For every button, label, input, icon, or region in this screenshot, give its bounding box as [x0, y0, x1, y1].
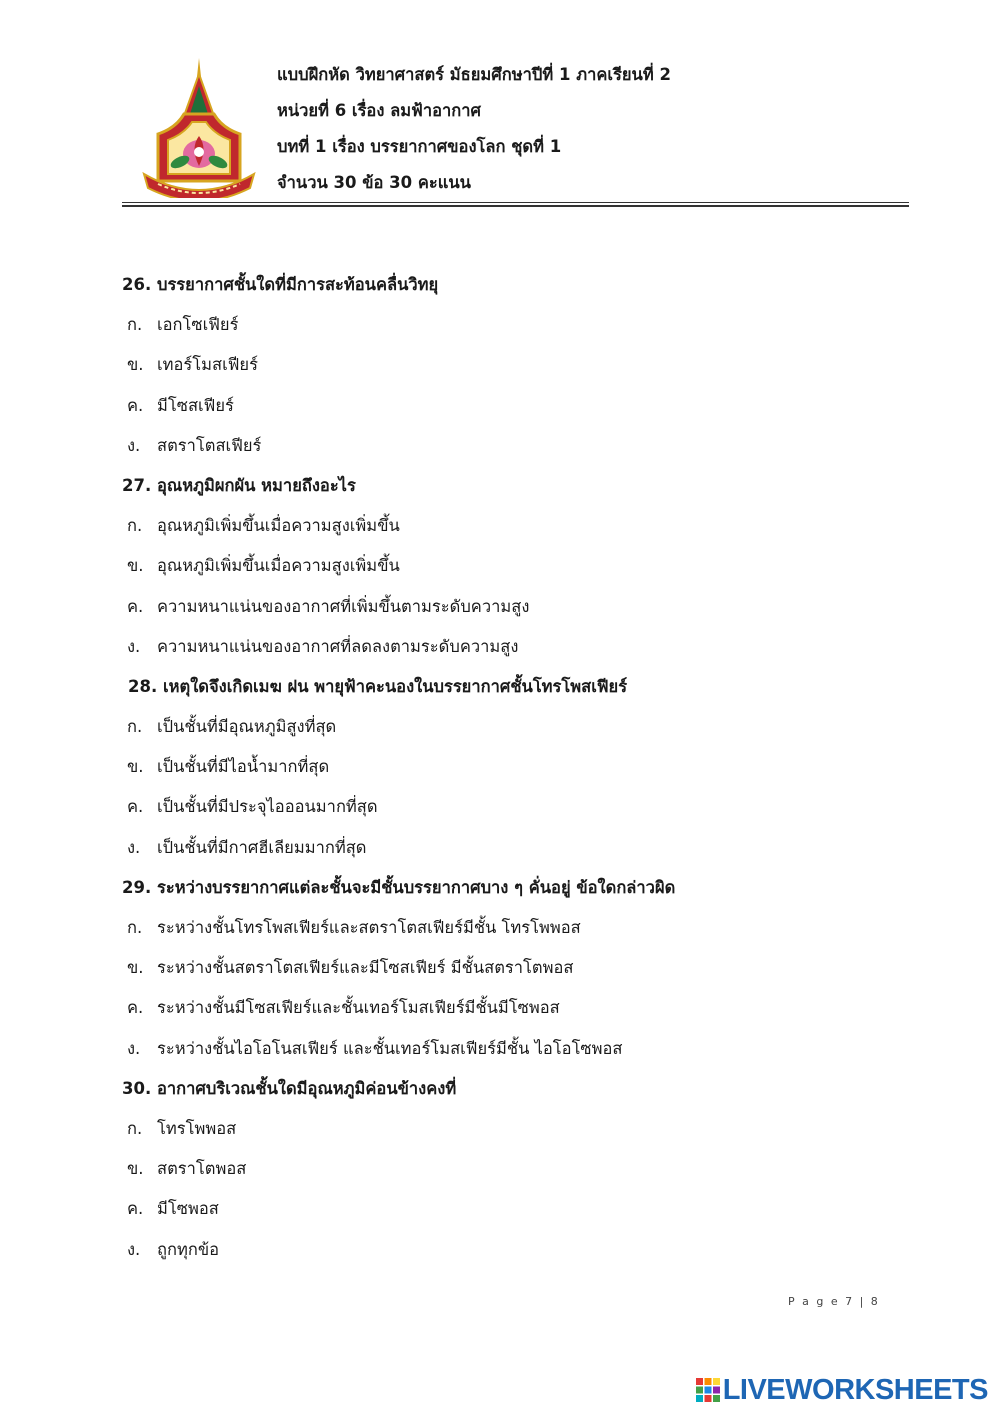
option-text: ความหนาแน่นของอากาศที่เพิ่มขึ้นตามระดับความสูง: [157, 596, 530, 616]
answer-option[interactable]: [122, 592, 912, 632]
liveworksheets-brand: [696, 1374, 988, 1406]
option-letter: ข.: [127, 556, 144, 576]
question-27: 27. อุณหภูมิผกผัน หมายถึงอะไร: [122, 475, 356, 495]
question-30: 30. อากาศบริเวณชั้นใดมีอุณหภูมิค่อนข้างคงที่: [122, 1078, 457, 1098]
answer-option[interactable]: [122, 1034, 912, 1074]
document-header: [277, 60, 671, 204]
answer-option[interactable]: [122, 792, 912, 832]
question-26: 26. บรรยากาศชั้นใดที่มีการสะท้อนคลื่นวิทยุ: [122, 275, 439, 294]
option-text: เทอร์โมสเฟียร์: [157, 355, 258, 375]
option-text: อุณหภูมิเพิ่มขึ้นเมื่อความสูงเพิ่มขึ้น: [157, 556, 400, 576]
option-letter: ค.: [127, 998, 144, 1018]
question-29: 29. ระหว่างบรรยากาศแต่ละชั้นจะมีชั้นบรรยากาศบาง ๆ คั่นอยู่ ข้อใดกล่าวผิด: [122, 877, 676, 897]
option-letter: ก.: [127, 516, 143, 536]
option-letter: ง.: [127, 837, 141, 857]
answer-option[interactable]: [122, 511, 912, 551]
answer-option[interactable]: [122, 993, 912, 1033]
option-text: ระหว่างชั้นสตราโตสเฟียร์และมีโซสเฟียร์ มีชั้นสตราโตพอส: [157, 958, 574, 978]
question-list: [122, 270, 912, 1275]
header-divider-thin: [122, 202, 909, 203]
option-text: ระหว่างชั้นโทรโพสเฟียร์และสตราโตสเฟียร์มีชั้น โทรโพพอส: [157, 918, 581, 937]
option-letter: ค.: [127, 1199, 144, 1219]
option-letter: ค.: [127, 797, 144, 817]
option-letter: ข.: [127, 757, 144, 777]
header-divider-thick: [122, 205, 909, 207]
option-text: โทรโพพอส: [157, 1118, 237, 1138]
header-title: แบบฝึกหัด วิทยาศาสตร์ มัธยมศึกษาปีที่ 1 ภาคเรียนที่ 2: [277, 65, 671, 84]
header-unit: หน่วยที่ 6 เรื่อง ลมฟ้าอากาศ: [277, 101, 481, 120]
answer-option[interactable]: [122, 1235, 912, 1275]
answer-option[interactable]: [122, 391, 912, 431]
liveworksheets-logo-icon: [696, 1378, 720, 1402]
option-text: ความหนาแน่นของอากาศที่ลดลงตามระดับความสูง: [157, 636, 519, 656]
answer-option[interactable]: [122, 833, 912, 873]
option-text: อุณหภูมิเพิ่มขึ้นเมื่อความสูงเพิ่มขึ้น: [157, 516, 400, 536]
answer-option[interactable]: [122, 632, 912, 672]
option-letter: ก.: [127, 918, 143, 937]
option-text: มีโซพอส: [157, 1199, 219, 1219]
liveworksheets-wordmark: LIVEWORKSHEETS: [722, 1373, 988, 1406]
option-letter: ข.: [127, 1159, 144, 1179]
option-text: เอกโซเฟียร์: [157, 315, 239, 335]
header-score: จำนวน 30 ข้อ 30 คะแนน: [277, 173, 471, 192]
answer-option[interactable]: [122, 1194, 912, 1234]
option-letter: ก.: [127, 1118, 143, 1138]
option-text: เป็นชั้นที่มีประจุไอออนมากที่สุด: [157, 797, 378, 817]
answer-option[interactable]: [122, 350, 912, 390]
header-lesson: บทที่ 1 เรื่อง บรรยากาศของโลก ชุดที่ 1: [277, 137, 562, 156]
option-text: เป็นชั้นที่มีกาศฮีเลียมมากที่สุด: [157, 837, 367, 857]
answer-option[interactable]: [122, 953, 912, 993]
answer-option[interactable]: [122, 1114, 912, 1154]
answer-option[interactable]: [122, 913, 912, 953]
answer-option[interactable]: [122, 712, 912, 752]
option-letter: ง.: [127, 636, 141, 656]
option-text: ถูกทุกข้อ: [157, 1239, 220, 1259]
option-letter: ค.: [127, 596, 144, 616]
option-text: มีโซสเฟียร์: [157, 395, 234, 415]
option-letter: ก.: [127, 315, 143, 335]
school-logo: [136, 56, 262, 198]
option-letter: ข.: [127, 958, 144, 978]
answer-option[interactable]: [122, 310, 912, 350]
option-text: ระหว่างชั้นไอโอโนสเฟียร์ และชั้นเทอร์โมสเฟียร์มีชั้น ไอโอโซพอส: [157, 1038, 623, 1058]
option-letter: ค.: [127, 395, 144, 415]
answer-option[interactable]: [122, 431, 912, 471]
option-letter: ข.: [127, 355, 144, 375]
page-number: P a g e 7 | 8: [788, 1295, 880, 1308]
option-text: เป็นชั้นที่มีไอน้ำมากที่สุด: [157, 757, 330, 777]
option-text: ระหว่างชั้นมีโซสเฟียร์และชั้นเทอร์โมสเฟียร์มีชั้นมีโซพอส: [157, 998, 560, 1018]
option-letter: ง.: [127, 1038, 141, 1058]
option-text: สตราโตสเฟียร์: [157, 435, 262, 455]
option-letter: ง.: [127, 1239, 141, 1259]
option-text: เป็นชั้นที่มีอุณหภูมิสูงที่สุด: [157, 717, 337, 737]
answer-option[interactable]: [122, 752, 912, 792]
option-text: สตราโตพอส: [157, 1159, 247, 1179]
answer-option[interactable]: [122, 1154, 912, 1194]
answer-option[interactable]: [122, 551, 912, 591]
question-28: 28. เหตุใดจึงเกิดเมฆ ฝน พายุฟ้าคะนองในบรรยากาศชั้นโทรโพสเฟียร์: [128, 676, 628, 696]
option-letter: ง.: [127, 435, 141, 455]
option-letter: ก.: [127, 717, 143, 737]
